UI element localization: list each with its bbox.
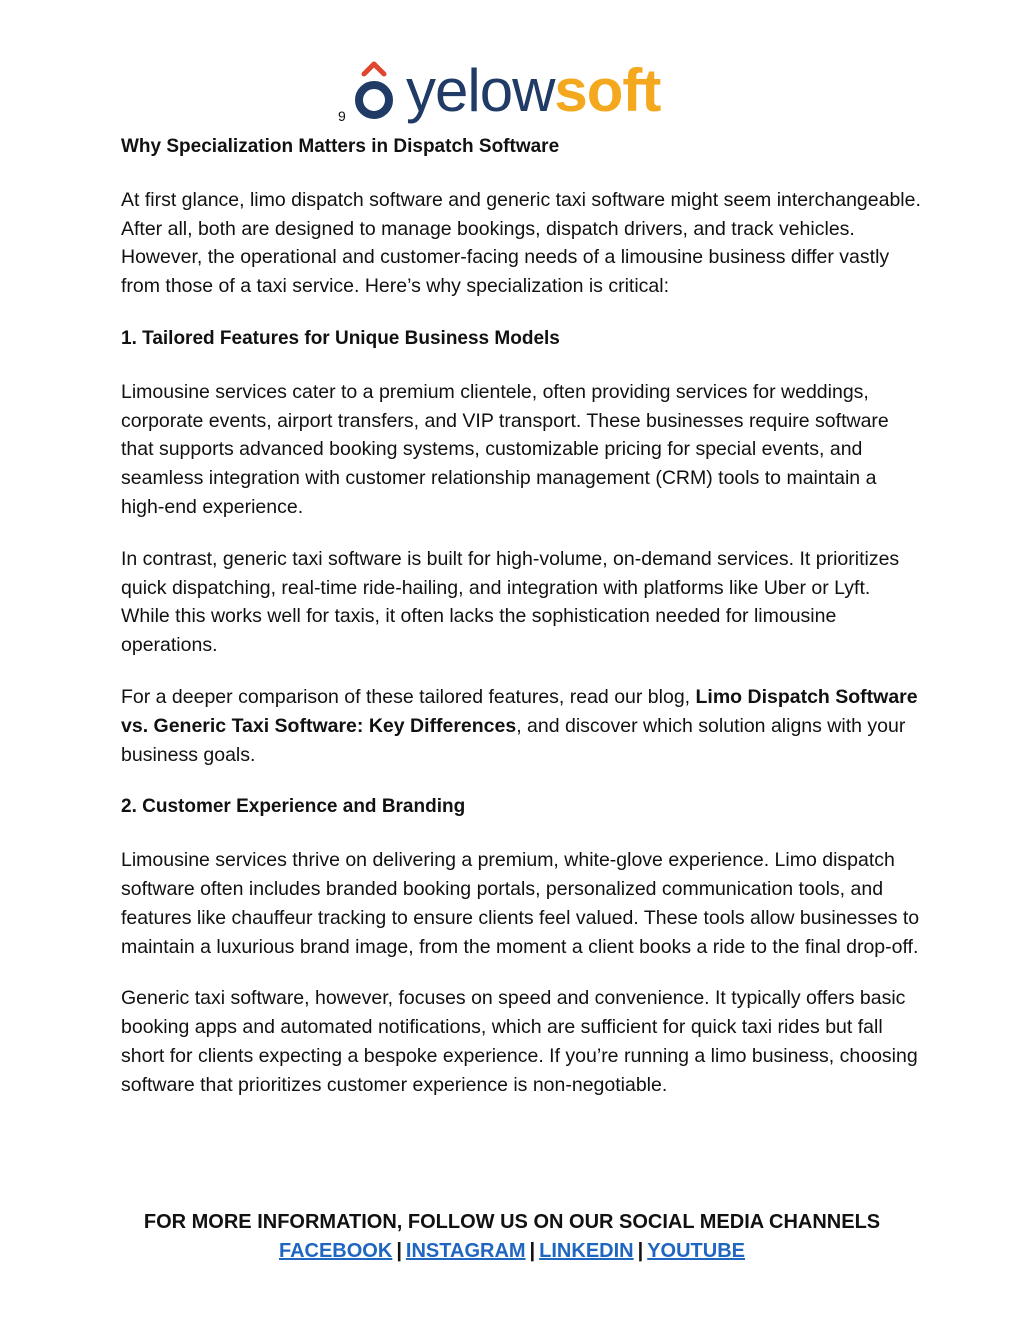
logo-text-soft: soft <box>554 57 661 124</box>
facebook-link[interactable]: FACEBOOK <box>278 1240 393 1262</box>
logo-mark-icon <box>352 60 396 122</box>
section2-paragraph2: Generic taxi software, however, focuses on speed and convenience. It typically offers basic booking apps and automated notifications, which are sufficient for quick taxi rides but fall short for clients expecting a bespoke experience. If you’re running a limo business, choosing software that prioritizes customer experience is non-negotiable. <box>121 987 918 1096</box>
link-separator: | <box>396 1240 402 1262</box>
linkedin-link[interactable]: LINKEDIN <box>539 1240 634 1262</box>
section1-heading: 1. Tailored Features for Unique Business Models <box>121 327 560 349</box>
brand-logo <box>352 56 660 126</box>
social-links <box>0 1237 1024 1266</box>
section1-paragraph1: Limousine services cater to a premium clientele, often providing services for weddings, corporate events, airport transfers, and VIP transport. These businesses require software that supports advanced booking systems, customizable pricing for special events, and seamless integration with customer relationship management (CRM) tools to maintain a high-end experience. <box>121 380 889 518</box>
p3-text-after: , and discover which solution aligns with your business goals. <box>121 714 906 766</box>
link-separator: | <box>529 1240 536 1262</box>
intro-paragraph: At first glance, limo dispatch software and generic taxi software might seem interchangeable. After all, both are designed to manage bookings, dispatch drivers, and track vehicles. However, the operational and customer-facing needs of a limousine business differ vastly from those of a taxi service. Here’s why specialization is critical: <box>121 188 921 298</box>
blog-title-bold: Limo Dispatch Software vs. Generic Taxi Software: Key Differences <box>121 685 918 737</box>
social-footer <box>0 1208 1024 1266</box>
section1-paragraph2: In contrast, generic taxi software is built for high-volume, on-demand services. It prioritizes quick dispatching, real-time ride-hailing, and integration with platforms like Uber or Lyft. While this works well for taxis, it often lacks the sophistication needed for limousine operations. <box>121 547 900 657</box>
section1-paragraph3 <box>121 683 921 769</box>
footer-cta: FOR MORE INFORMATION, FOLLOW US ON OUR SOCIAL MEDIA CHANNELS <box>143 1211 881 1233</box>
logo-text-yelow: yelow <box>406 57 555 124</box>
instagram-link[interactable]: INSTAGRAM <box>405 1240 526 1262</box>
p3-text-before: For a deeper comparison of these tailored features, read our blog, <box>121 685 696 708</box>
page-number: 9 <box>338 108 346 124</box>
article-title: Why Specialization Matters in Dispatch Software <box>121 136 560 157</box>
link-separator: | <box>637 1240 644 1262</box>
article-body <box>121 133 921 1100</box>
section2-paragraph1: Limousine services thrive on delivering a premium, white-glove experience. Limo dispatch software often includes branded booking portals, personalized communication tools, and features like chauffeur tracking to ensure clients feel valued. These tools allow businesses to maintain a luxurious brand image, from the moment a client books a ride to the final drop-off. <box>121 849 920 958</box>
section2-heading: 2. Customer Experience and Branding <box>121 796 466 818</box>
logo-wordmark <box>406 57 661 124</box>
youtube-link[interactable]: YOUTUBE <box>647 1240 746 1262</box>
